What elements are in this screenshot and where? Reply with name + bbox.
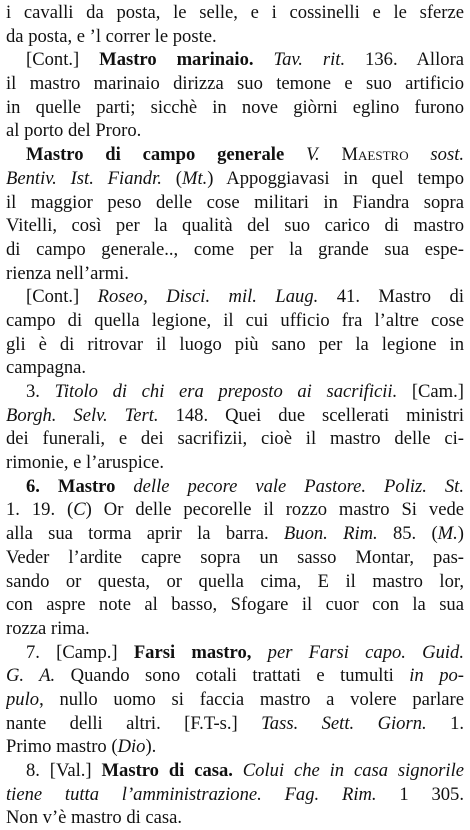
text-segment: [284, 144, 306, 165]
text-segment: gli è di ritrovar il luogo più sano per la legione in: [6, 333, 464, 355]
text-segment: Veder l’ardite capre sopra un sasso Montar, pas-: [6, 546, 464, 568]
text-line: [6, 498, 464, 522]
italic-text: G. A.: [6, 665, 56, 687]
italic-text: per Farsi capo. Guid.: [267, 641, 464, 663]
text-line: [6, 688, 464, 712]
text-line: [6, 451, 464, 475]
text-segment: 136. Allora: [345, 49, 464, 71]
text-line: [6, 475, 464, 499]
italic-text: Mt.: [181, 167, 208, 189]
text-segment: 3.: [26, 381, 55, 402]
text-segment: i cavalli da posta, le selle, e i cossinelli e le sferze: [6, 2, 464, 23]
text-line: [6, 214, 464, 238]
text-segment: 7. [Camp.]: [26, 641, 134, 663]
text-line: [6, 96, 464, 120]
text-line: [6, 143, 464, 167]
text-segment: Primo mastro (: [6, 736, 118, 758]
text-segment: ) Appoggiavasi in quel tempo: [207, 167, 464, 189]
text-segment: 1 305.: [376, 783, 464, 805]
italic-text: delle pecore vale Pastore. Poliz. St.: [133, 475, 464, 497]
entry-headword: Mastro di casa.: [101, 760, 233, 781]
italic-text: M.: [437, 523, 458, 545]
italic-text: Titolo di chi era preposto ai sacrificii.: [54, 381, 398, 402]
text-segment: di campo generale.., come per la grande sua espe-: [6, 238, 464, 260]
text-segment: Non v’è mastro di casa.: [6, 807, 183, 829]
text-segment: 1.: [426, 712, 464, 734]
text-line: [6, 641, 464, 665]
text-line: [6, 522, 464, 546]
text-segment: [Cont.]: [26, 49, 100, 71]
text-segment: rozza rima.: [6, 617, 90, 639]
italic-text: Colui che in casa signorile: [242, 760, 464, 781]
text-line: [6, 25, 464, 49]
text-segment: [254, 49, 274, 70]
text-line: [6, 380, 464, 404]
text-segment: sando or questa, or quella cima, E il mastro lor,: [6, 570, 464, 592]
text-segment: 8. [Val.]: [26, 760, 102, 781]
text-segment: rimonie, e l’aruspice.: [6, 452, 164, 474]
text-line: [6, 712, 464, 736]
text-line: [6, 356, 464, 380]
italic-text: sost.: [430, 144, 464, 166]
text-segment: [233, 760, 243, 781]
text-segment: , nullo uomo si faccia mastro a volere parlare: [39, 688, 464, 710]
italic-text: Dio: [117, 736, 146, 758]
italic-text: Borgh. Selv. Tert.: [6, 404, 159, 426]
italic-text: Bentiv. Ist. Fiandr.: [6, 167, 162, 189]
italic-text: tiene tutta l’amministrazione. Fag. Rim.: [6, 783, 377, 805]
italic-text: in po-: [409, 665, 464, 687]
text-segment: alla sua torma aprir la barra.: [6, 523, 284, 545]
text-segment: con aspre note al basso, Sfogare il cuor con la sua: [6, 594, 464, 616]
italic-text: V.: [306, 144, 320, 166]
text-line: [6, 262, 464, 286]
text-line: [6, 309, 464, 333]
text-segment: [409, 144, 431, 165]
text-line: [6, 191, 464, 215]
text-line: [6, 238, 464, 262]
text-line: [6, 617, 464, 641]
text-segment: Maestro: [319, 144, 409, 166]
text-segment: (: [161, 167, 182, 189]
text-segment: [Cam.]: [397, 381, 464, 402]
text-segment: al porto del Proro.: [6, 120, 142, 142]
text-segment: [Cont.]: [26, 286, 98, 308]
text-segment: 41. Mastro di: [318, 286, 464, 308]
italic-text: Roseo, Disci. mil. Laug.: [97, 286, 319, 308]
text-line: [6, 546, 464, 570]
text-segment: 148. Quei due scellerati ministri: [158, 404, 464, 426]
text-line: [6, 427, 464, 451]
text-segment: il maggior peso delle cose militari in Fiandra sopra: [6, 191, 464, 213]
text-segment: il mastro marinaio dirizza suo temone e suo artificio: [6, 73, 464, 95]
text-line: [6, 735, 464, 759]
entry-headword: Farsi mastro,: [133, 641, 252, 663]
text-line: [6, 806, 464, 830]
text-segment: ).: [145, 736, 157, 758]
text-segment: campo di quella legione, il cui ufficio fra l’altre cose: [6, 309, 464, 331]
entry-headword: Mastro di campo generale: [26, 144, 285, 166]
text-line: [6, 48, 464, 72]
text-line: [6, 664, 464, 688]
text-line: [6, 570, 464, 594]
entry-headword: 6. Mastro: [26, 475, 116, 497]
text-segment: Quando sono cotali trattati e tumulti: [55, 665, 410, 687]
italic-text: pulo: [6, 688, 40, 710]
text-segment: in quelle parti; sicchè in nove giòrni eglino furono: [6, 96, 464, 118]
entry-headword: Mastro marinaio.: [99, 49, 254, 71]
text-line: [6, 404, 464, 428]
text-segment: da posta, e ’l correr le poste.: [6, 25, 217, 47]
text-line: [6, 72, 464, 96]
text-line: [6, 333, 464, 357]
italic-text: Tav. rit.: [273, 49, 346, 71]
italic-text: Buon. Rim.: [283, 523, 378, 545]
text-segment: rienza nell’armi.: [6, 262, 129, 284]
text-line: [6, 167, 464, 191]
text-segment: [115, 476, 133, 497]
text-line: [6, 759, 464, 783]
text-line: [6, 285, 464, 309]
italic-text: C: [73, 499, 86, 521]
text-segment: Vitelli, così per la qualità del suo carico di mastro: [6, 215, 464, 237]
text-segment: dei funerali, e dei sacrifizii, cioè il mastro delle ci-: [6, 428, 464, 450]
text-segment: 1. 19. (: [6, 499, 74, 521]
text-segment: ): [457, 523, 464, 545]
text-segment: campagna.: [6, 357, 87, 379]
text-line: [6, 783, 464, 807]
italic-text: Tass. Sett. Giorn.: [261, 712, 427, 734]
text-segment: 85. (: [377, 523, 438, 545]
text-segment: ) Or delle pecorelle il rozzo mastro Si vede: [85, 499, 464, 521]
text-segment: nante delli altri. [F.T-s.]: [6, 712, 262, 734]
text-line: [6, 1, 464, 25]
text-line: [6, 119, 464, 143]
text-segment: [251, 642, 267, 663]
text-line: [6, 593, 464, 617]
